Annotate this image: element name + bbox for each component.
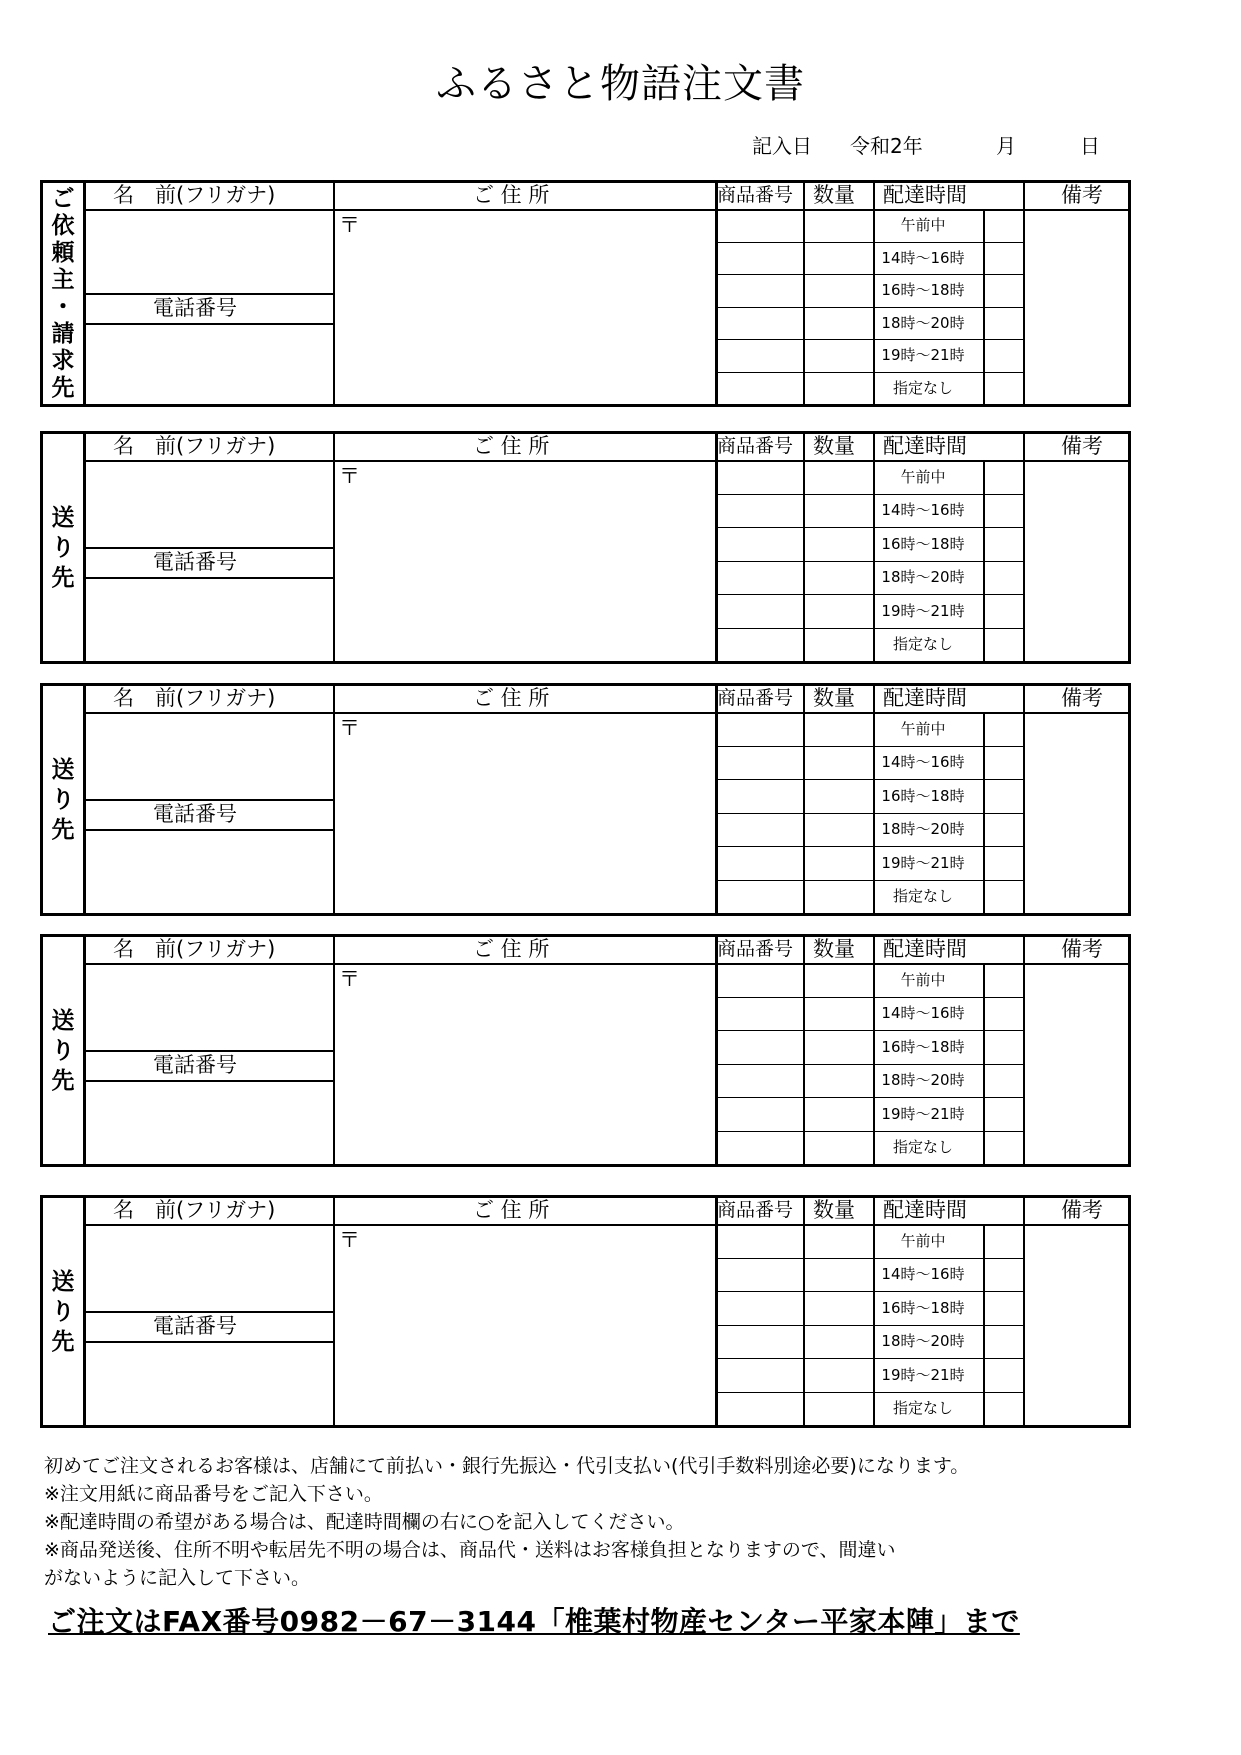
grid-line xyxy=(83,829,333,831)
phone-number-label: 電話番号 xyxy=(153,801,237,826)
remarks-header: 備考 xyxy=(1061,1198,1103,1222)
grid-line xyxy=(333,937,335,1164)
grid-line xyxy=(333,1198,335,1425)
grid-line xyxy=(715,1392,1023,1393)
grid-line xyxy=(715,628,1023,629)
grid-line xyxy=(715,997,1023,998)
grid-line xyxy=(715,846,1023,847)
product-number-header: 商品番号 xyxy=(717,184,794,206)
delivery-time-slot: 指定なし xyxy=(892,887,953,906)
grid-line xyxy=(715,527,1023,528)
grid-line xyxy=(715,339,1023,340)
grid-line xyxy=(83,293,333,295)
grid-line xyxy=(83,799,333,801)
delivery-time-slot: 16時～18時 xyxy=(881,281,965,300)
grid-line xyxy=(715,1325,1023,1326)
grid-line xyxy=(333,183,335,404)
grid-line xyxy=(715,1258,1023,1259)
address-header: ご 住 所 xyxy=(473,937,550,961)
delivery-time-slot: 14時～16時 xyxy=(881,248,965,267)
grid-line xyxy=(83,547,333,549)
quantity-header: 数量 xyxy=(813,183,855,207)
grid-line xyxy=(83,209,1128,211)
grid-line xyxy=(83,1050,333,1052)
delivery-time-slot: 16時～18時 xyxy=(881,534,965,553)
grid-line xyxy=(83,963,1128,965)
quantity-header: 数量 xyxy=(813,686,855,710)
phone-number-label: 電話番号 xyxy=(153,1313,237,1338)
zip-mark: 〒 xyxy=(339,716,360,740)
delivery-time-slot: 19時～21時 xyxy=(881,346,965,365)
note-line: ※注文用紙に商品番号をご記入下さい。 xyxy=(44,1483,383,1505)
delivery-time-header: 配達時間 xyxy=(883,937,967,961)
notes xyxy=(44,1452,969,1592)
grid-line xyxy=(83,1311,333,1313)
grid-line xyxy=(715,880,1023,881)
grid-line xyxy=(715,494,1023,495)
remarks-header: 備考 xyxy=(1061,937,1103,961)
grid-line xyxy=(715,561,1023,562)
delivery-time-slot: 指定なし xyxy=(892,1138,953,1157)
grid-line xyxy=(1023,1198,1025,1425)
entry-date-day: 日 xyxy=(1080,134,1100,158)
grid-line xyxy=(715,1064,1023,1065)
delivery-time-slot: 18時～20時 xyxy=(881,1071,965,1090)
delivery-time-header: 配達時間 xyxy=(883,1198,967,1222)
note-line: ※配達時間の希望がある場合は、配達時間欄の右に○を記入してください。 xyxy=(44,1511,685,1533)
section-side-label: 送 り 先 xyxy=(51,1007,75,1094)
grid-line xyxy=(715,1131,1023,1132)
delivery-time-slot: 18時～20時 xyxy=(881,1332,965,1351)
recipient-section xyxy=(40,683,1131,916)
quantity-header: 数量 xyxy=(813,434,855,458)
recipient-section xyxy=(40,934,1131,1167)
address-header: ご 住 所 xyxy=(473,686,550,710)
section-side-label: ご 依 頼 主 ・ 請 求 先 xyxy=(51,185,75,401)
grid-line xyxy=(333,434,335,661)
delivery-time-slot: 14時～16時 xyxy=(881,1265,965,1284)
phone-number-label: 電話番号 xyxy=(153,549,237,574)
fax-order-line: ご注文はFAX番号0982－67－3144「椎葉村物産センター平家本陣」まで xyxy=(48,1605,1020,1638)
grid-line xyxy=(333,686,335,913)
delivery-time-slot: 14時～16時 xyxy=(881,753,965,772)
note-line: がないように記入して下さい。 xyxy=(44,1567,311,1589)
grid-line xyxy=(1023,434,1025,661)
delivery-time-slot: 午前中 xyxy=(900,216,946,235)
grid-line xyxy=(715,779,1023,780)
delivery-time-slot: 18時～20時 xyxy=(881,820,965,839)
entry-date-era: 令和2年 xyxy=(850,134,923,158)
quantity-header: 数量 xyxy=(813,937,855,961)
zip-mark: 〒 xyxy=(339,1228,360,1252)
grid-line xyxy=(1023,183,1025,404)
delivery-time-slot: 19時～21時 xyxy=(881,1365,965,1384)
grid-line xyxy=(1023,937,1025,1164)
delivery-time-slot: 午前中 xyxy=(900,1231,946,1250)
address-header: ご 住 所 xyxy=(473,183,550,207)
recipient-section xyxy=(40,431,1131,664)
delivery-time-slot: 16時～18時 xyxy=(881,1298,965,1317)
grid-line xyxy=(83,712,1128,714)
phone-number-label: 電話番号 xyxy=(153,1052,237,1077)
delivery-time-slot: 18時～20時 xyxy=(881,568,965,587)
remarks-header: 備考 xyxy=(1061,686,1103,710)
address-header: ご 住 所 xyxy=(473,1198,550,1222)
grid-line xyxy=(715,1291,1023,1292)
grid-line xyxy=(715,372,1023,373)
delivery-time-slot: 午前中 xyxy=(900,467,946,486)
delivery-time-slot: 16時～18時 xyxy=(881,1037,965,1056)
grid-line xyxy=(715,274,1023,275)
delivery-time-header: 配達時間 xyxy=(883,686,967,710)
delivery-time-slot: 18時～20時 xyxy=(881,313,965,332)
phone-number-label: 電話番号 xyxy=(153,295,237,320)
grid-line xyxy=(83,460,1128,462)
remarks-header: 備考 xyxy=(1061,434,1103,458)
delivery-time-slot: 午前中 xyxy=(900,719,946,738)
grid-line xyxy=(715,1097,1023,1098)
entry-date-month: 月 xyxy=(996,134,1016,158)
zip-mark: 〒 xyxy=(339,967,360,991)
grid-line xyxy=(83,1341,333,1343)
remarks-header: 備考 xyxy=(1061,183,1103,207)
name-header: 名 前(フリガナ) xyxy=(113,183,276,207)
note-line: ※商品発送後、住所不明や転居先不明の場合は、商品代・送料はお客様負担となりますので、間違い xyxy=(44,1539,896,1561)
name-header: 名 前(フリガナ) xyxy=(113,937,276,961)
grid-line xyxy=(83,1224,1128,1226)
grid-line xyxy=(715,813,1023,814)
address-header: ご 住 所 xyxy=(473,434,550,458)
zip-mark: 〒 xyxy=(339,213,360,237)
delivery-time-slot: 指定なし xyxy=(892,635,953,654)
zip-mark: 〒 xyxy=(339,464,360,488)
delivery-time-header: 配達時間 xyxy=(883,434,967,458)
delivery-time-slot: 19時～21時 xyxy=(881,853,965,872)
delivery-time-slot: 指定なし xyxy=(892,378,953,397)
quantity-header: 数量 xyxy=(813,1198,855,1222)
delivery-time-slot: 14時～16時 xyxy=(881,501,965,520)
section-side-label: 送 り 先 xyxy=(51,1268,75,1355)
product-number-header: 商品番号 xyxy=(717,938,794,960)
delivery-time-slot: 16時～18時 xyxy=(881,786,965,805)
entry-date-label: 記入日 xyxy=(752,134,812,158)
delivery-time-header: 配達時間 xyxy=(883,183,967,207)
grid-line xyxy=(715,307,1023,308)
product-number-header: 商品番号 xyxy=(717,687,794,709)
delivery-time-slot: 14時～16時 xyxy=(881,1004,965,1023)
grid-line xyxy=(83,1080,333,1082)
grid-line xyxy=(715,594,1023,595)
grid-line xyxy=(715,1030,1023,1031)
note-line: 初めてご注文されるお客様は、店舗にて前払い・銀行先振込・代引支払い(代引手数料別途必要)になります。 xyxy=(44,1455,970,1477)
grid-line xyxy=(715,746,1023,747)
grid-line xyxy=(715,1358,1023,1359)
grid-line xyxy=(715,242,1023,243)
recipient-section xyxy=(40,1195,1131,1428)
delivery-time-slot: 指定なし xyxy=(892,1399,953,1418)
product-number-header: 商品番号 xyxy=(717,435,794,457)
name-header: 名 前(フリガナ) xyxy=(113,434,276,458)
grid-line xyxy=(1023,686,1025,913)
delivery-time-slot: 19時～21時 xyxy=(881,601,965,620)
name-header: 名 前(フリガナ) xyxy=(113,686,276,710)
section-side-label: 送 り 先 xyxy=(51,756,75,843)
requester-section xyxy=(40,180,1131,407)
delivery-time-slot: 19時～21時 xyxy=(881,1104,965,1123)
section-side-label: 送 り 先 xyxy=(51,504,75,591)
name-header: 名 前(フリガナ) xyxy=(113,1198,276,1222)
page-title: ふるさと物語注文書 xyxy=(436,61,805,107)
delivery-time-slot: 午前中 xyxy=(900,970,946,989)
product-number-header: 商品番号 xyxy=(717,1199,794,1221)
grid-line xyxy=(83,577,333,579)
grid-line xyxy=(83,323,333,325)
